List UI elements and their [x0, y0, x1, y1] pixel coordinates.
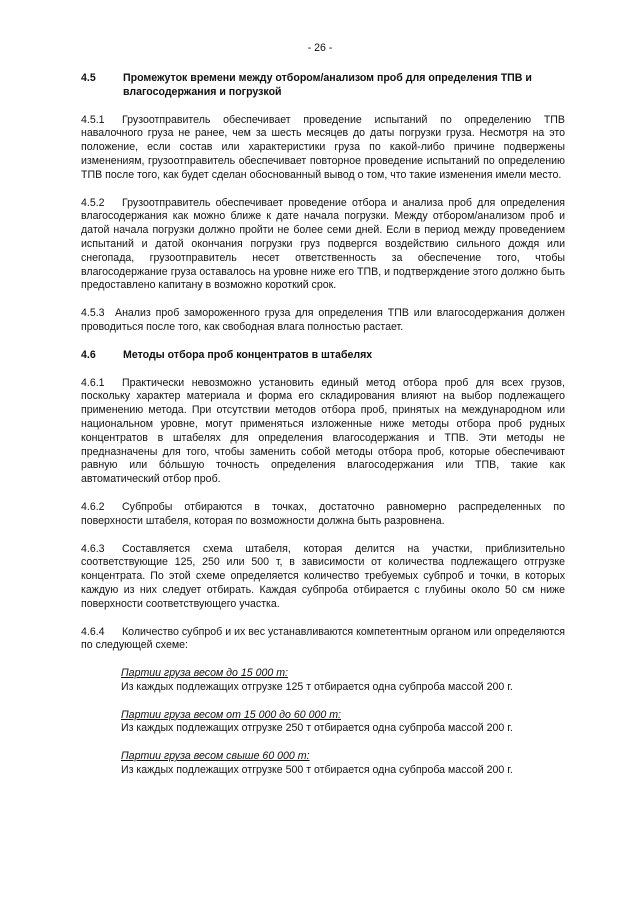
schedule-rule: Из каждых подлежащих отгрузке 500 т отбирается одна субпроба массой 200 г. — [121, 764, 513, 777]
paragraph-4-5-2 — [81, 197, 565, 294]
paragraph-text: Практически невозможно установить единый метод отбора проб для всех грузов, поскольку характер материала и форма его складирования влияют на выбор подлежащего применению метода. При отсутствии методов отбора проб, принятых на международном или национальном уровне, могут применяться изложенные ниже методы отбора проб рудных концентратов в штабелях для определения влагосодержания и ТПВ. Эти методы не предназначены для того, чтобы заменить собой методы отбора проб, которые обеспечивают равную или бо́льшую точность определения влагосодержания или ТПВ, такие как автоматический отбор проб. — [81, 376, 565, 486]
paragraph-4-6-1 — [81, 377, 565, 487]
section-number: 4.5 — [81, 72, 96, 84]
schedule-item-up-to-15000 — [121, 667, 565, 695]
schedule-rule: Из каждых подлежащих отгрузке 125 т отбирается одна субпроба массой 200 г. — [121, 680, 513, 693]
paragraph-number: 4.6.2 — [81, 500, 105, 513]
paragraph-4-5-1 — [81, 114, 565, 183]
paragraph-number: 4.5.1 — [81, 113, 105, 126]
section-title: Методы отбора проб концентратов в штабелях — [123, 348, 373, 361]
paragraph-text: Анализ проб замороженного груза для определения ТПВ или влагосодержания должен проводиться после того, как свободная влага полностью растает. — [81, 307, 565, 333]
paragraph-4-6-3 — [81, 543, 565, 612]
section-title: Промежуток времени между отбором/анализом проб для определения ТПВ и влагосодержания и погрузкой — [123, 72, 532, 98]
paragraph-number: 4.6.1 — [81, 376, 105, 389]
schedule-rule: Из каждых подлежащих отгрузке 250 т отбирается одна субпроба массой 200 г. — [121, 722, 513, 735]
schedule-item-over-60000 — [121, 750, 565, 778]
paragraph-4-6-4 — [81, 626, 565, 654]
schedule-item-15000-60000 — [121, 709, 565, 737]
page-content — [81, 72, 565, 792]
section-heading-4-6 — [81, 349, 565, 363]
schedule-condition: Партии груза весом свыше 60 000 т: — [121, 750, 310, 763]
schedule-condition: Партии груза весом до 15 000 т: — [121, 667, 288, 680]
paragraph-number: 4.5.3 — [81, 307, 105, 320]
paragraph-text: Количество субпроб и их вес устанавливаются компетентным органом или определяются по следующей схеме: — [81, 625, 565, 652]
paragraph-text: Грузоотправитель обеспечивает проведение испытаний по определению ТПВ навалочного груза не ранее, чем за шесть месяцев до даты погрузки груза. Несмотря на это положение, если состав или характеристики груза по какой-либо причине подвержены изменениям, грузоотправитель обеспечивает повторное проведение испытаний по определению ТПВ после того, как будет сделан обоснованный вывод о том, что такие изменения имели место. — [81, 113, 565, 181]
section-number: 4.6 — [81, 348, 96, 361]
paragraph-4-6-2 — [81, 501, 565, 529]
paragraph-number: 4.6.4 — [81, 625, 105, 638]
paragraph-text: Грузоотправитель обеспечивает проведение отбора и анализа проб для определения влагосодержания как можно ближе к дате начала погрузки. Между отбором/анализом проб и датой начала погрузки должно пройти не более семи дней. Если в период между проведением испытаний и датой окончания погрузки груз подвергся воздействию сильного дождя или снегопада, грузоотправитель несет ответственность за обеспечение того, чтобы влагосодержание груза оставалось на уровне ниже его ТПВ, и подтверждение этого должно быть предоставлено капитану в возможно короткий срок. — [81, 196, 565, 292]
paragraph-text: Составляется схема штабеля, которая делится на участки, приблизительно соответствующие 125, 250 или 500 т, в зависимости от количества подлежащего отгрузке концентрата. По этой схеме определяется количество требуемых субпроб и точки, в которых каждую из них следует отбирать. Каждая субпроба отбирается с глубины около 50 см ниже поверхности соответствующего участка. — [81, 542, 565, 610]
paragraph-text: Субпробы отбираются в точках, достаточно равномерно распределенных по поверхности штабеля, которая по возможности должна быть разровнена. — [81, 500, 565, 527]
paragraph-4-5-3 — [81, 307, 565, 335]
schedule-condition: Партии груза весом от 15 000 до 60 000 т: — [121, 708, 341, 721]
paragraph-number: 4.6.3 — [81, 542, 105, 555]
section-heading-4-5 — [81, 72, 565, 100]
page-number: - 26 - — [307, 42, 333, 54]
paragraph-number: 4.5.2 — [81, 196, 105, 209]
